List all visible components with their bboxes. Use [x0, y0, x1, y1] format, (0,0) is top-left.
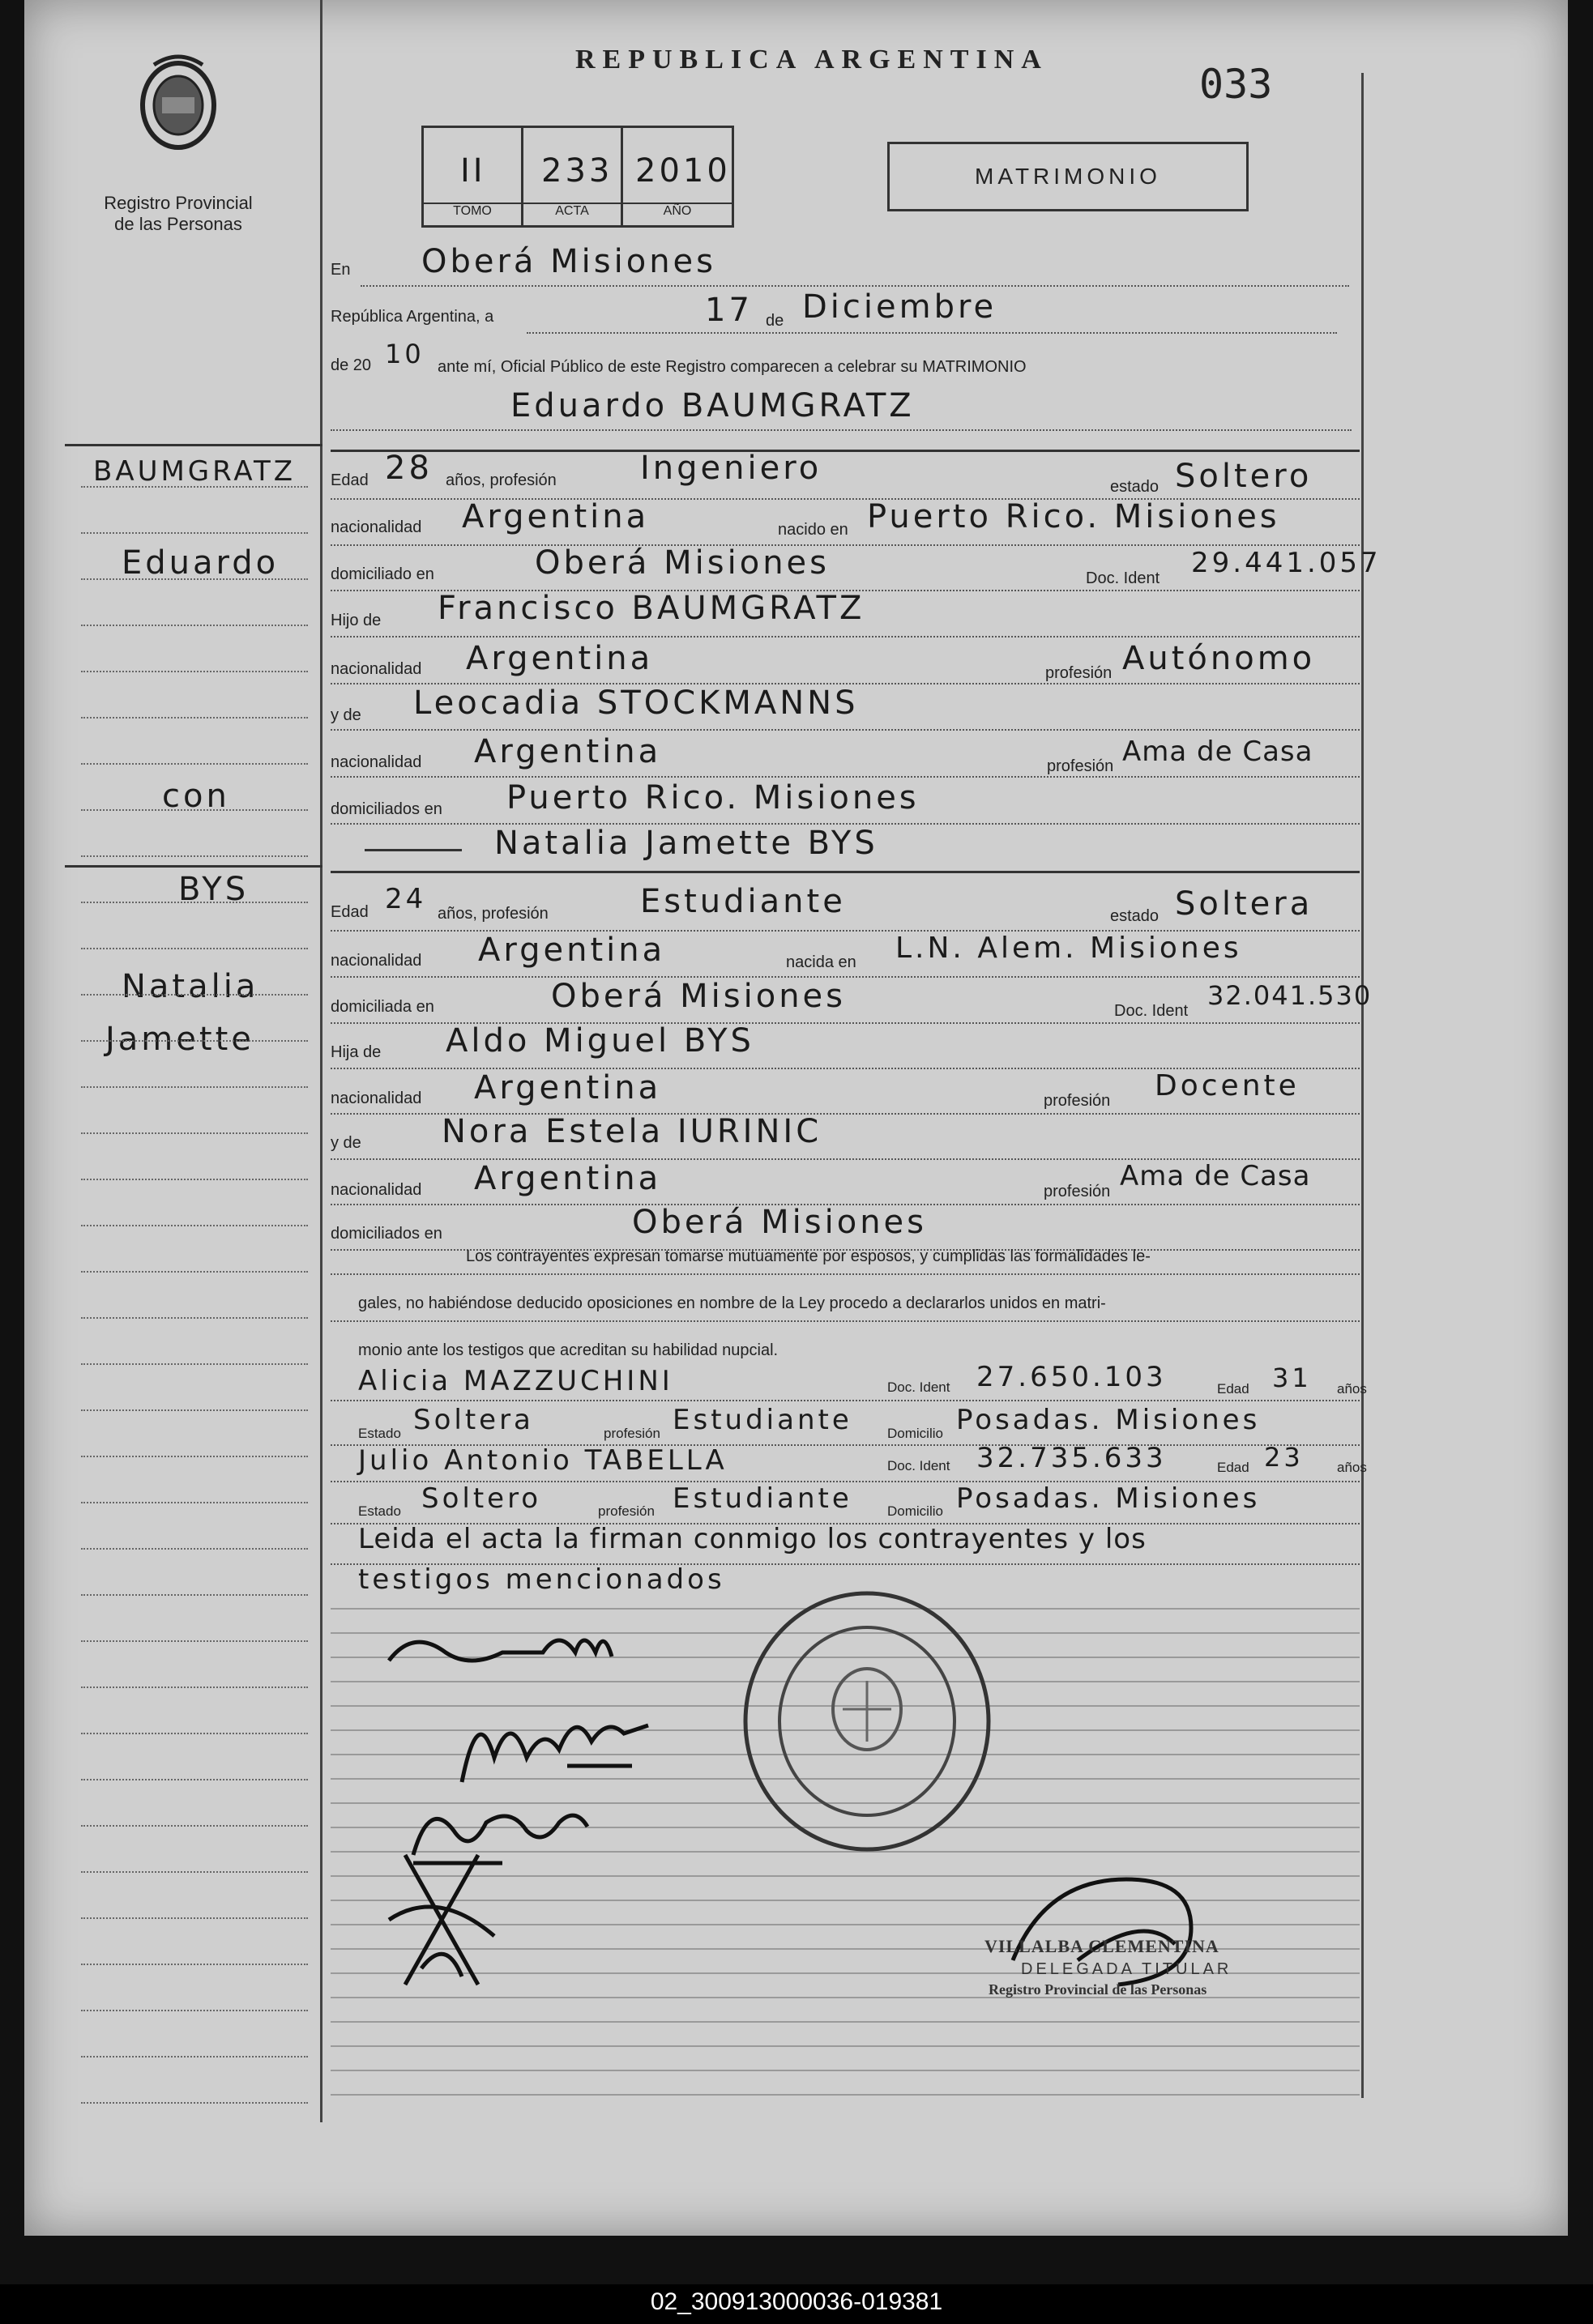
bride-mother-nat-label: nacionalidad: [331, 1181, 422, 1199]
record-type: MATRIMONIO: [975, 164, 1161, 189]
bride-father-prof-label: profesión: [1044, 1092, 1111, 1110]
lower-rule-line: [331, 2021, 1360, 2023]
margin-bride-given2: Jamette: [105, 1021, 254, 1058]
margin-rule-line: [81, 1317, 308, 1319]
groom-birth-label: nacido en: [778, 521, 848, 539]
margin-rule-line: [81, 1686, 308, 1688]
groom-estado-label: estado: [1110, 478, 1160, 496]
witness1-profession: Estudiante: [673, 1404, 852, 1436]
bride-father-nationality: Argentina: [474, 1069, 662, 1107]
bride-dom-label: domiciliada en: [331, 998, 434, 1016]
margin-rule-line: [81, 994, 308, 996]
official-registry-stamp: Registro Provincial de las Personas: [989, 1981, 1207, 1998]
margin-rule-line: [81, 1271, 308, 1273]
groom-mother-profession: Ama de Casa: [1122, 736, 1313, 768]
bride-hija-label: Hija de: [331, 1043, 382, 1061]
margin-rule-line: [81, 1409, 308, 1411]
margin-bride-given1: Natalia: [122, 968, 259, 1005]
groom-dom-label: domiciliado en: [331, 565, 434, 583]
margin-divider: [320, 0, 322, 2122]
margin-rule-line: [81, 902, 308, 903]
margin-rule-line: [81, 671, 308, 672]
closing-line1: Leida el acta la firman conmigo los contrayentes y los: [358, 1523, 1147, 1555]
groom-hijo-label: Hijo de: [331, 612, 382, 629]
tomo-value: II: [460, 152, 486, 190]
acta-value: 233: [541, 152, 613, 190]
margin-rule-line: [81, 1640, 308, 1642]
bride-mother-prof-label: profesión: [1044, 1183, 1111, 1200]
groom-parents-dom-label: domiciliados en: [331, 800, 442, 818]
bride-mother: Nora Estela IURINIC: [442, 1113, 822, 1150]
ano-label: AÑO: [623, 203, 732, 219]
margin-rule-line: [81, 2056, 308, 2057]
bride-mother-profession: Ama de Casa: [1120, 1160, 1311, 1192]
witness1-estado-label: Estado: [358, 1426, 401, 1441]
bride-edad-label: Edad: [331, 903, 369, 921]
bride-father-profession: Docente: [1155, 1069, 1300, 1102]
record-reference-table: [421, 126, 734, 228]
bride-father: Aldo Miguel BYS: [446, 1022, 754, 1060]
ano-cell: [623, 128, 732, 225]
witness2-edad-label: Edad: [1217, 1460, 1249, 1475]
margin-rule-line: [81, 763, 308, 765]
groom-birthplace: Puerto Rico. Misiones: [867, 498, 1280, 535]
groom-mother-nationality: Argentina: [474, 733, 662, 770]
witness2-dom-label: Domicilio: [887, 1503, 943, 1519]
bride-nationality: Argentina: [478, 932, 666, 969]
declaration-line1: Los contrayentes expresan tomarse mutuamente por esposos, y cumplidas las formalidades le-: [466, 1247, 1151, 1265]
lower-rule-line: [331, 2045, 1360, 2047]
margin-rule-line: [81, 532, 308, 534]
margin-rule-line: [81, 1179, 308, 1180]
margin-rule-line: [81, 1733, 308, 1734]
ano-value: 2010: [635, 152, 731, 190]
margin-rule-line: [81, 1594, 308, 1596]
officiant-text: ante mí, Oficial Público de este Registro comparecen a celebrar su MATRIMONIO: [438, 358, 1027, 376]
declaration-line3: monio ante los testigos que acreditan su habilidad nupcial.: [358, 1341, 779, 1359]
country-title: REPUBLICA ARGENTINA: [575, 45, 1048, 75]
margin-rule-line: [81, 1917, 308, 1919]
bride-mother-nationality: Argentina: [474, 1160, 662, 1197]
groom-father-nat-label: nacionalidad: [331, 660, 422, 678]
de-label: de: [766, 312, 784, 330]
groom-parents-domicile: Puerto Rico. Misiones: [506, 779, 920, 817]
witness1-edad-label: Edad: [1217, 1381, 1249, 1397]
closing-line2: testigos mencionados: [358, 1563, 725, 1596]
margin-rule-line: [81, 855, 308, 857]
groom-mother: Leocadia STOCKMANNS: [413, 684, 859, 722]
right-border: [1361, 73, 1364, 2098]
groom-anos-prof-label: años, profesión: [446, 471, 557, 489]
witness2-profession: Estudiante: [673, 1482, 852, 1515]
witness1-anos-label: años: [1337, 1381, 1367, 1397]
groom-mother-prof-label: profesión: [1047, 757, 1114, 775]
groom-civil-status: Soltero: [1175, 458, 1313, 495]
margin-rule-line: [81, 809, 308, 811]
margin-rule-line: [81, 1502, 308, 1503]
margin-rule-line: [81, 717, 308, 719]
margin-rule-line: [81, 1225, 308, 1226]
page-number: 033: [1199, 61, 1273, 108]
bride-domicile: Oberá Misiones: [551, 978, 847, 1015]
year-suffix: 10: [385, 339, 425, 369]
groom-age: 28: [385, 450, 433, 487]
groom-father-profession: Autónomo: [1122, 640, 1316, 677]
bride-doc-label: Doc. Ident: [1114, 1002, 1189, 1020]
bride-parents-domicile: Oberá Misiones: [632, 1204, 928, 1241]
witness1-doc-label: Doc. Ident: [887, 1379, 950, 1395]
rep-label: República Argentina, a: [331, 308, 494, 326]
margin-rule-line: [81, 1040, 308, 1042]
margin-rule-line: [81, 1548, 308, 1550]
groom-nationality: Argentina: [462, 498, 650, 535]
declaration-line2: gales, no habiéndose deducido oposiciones en nombre de la Ley procedo a declararlos unidos en matri-: [358, 1294, 1106, 1312]
bride-nac-label: nacionalidad: [331, 952, 422, 970]
bride-profession: Estudiante: [640, 883, 846, 920]
witness2-doc: 32.735.633: [976, 1442, 1167, 1474]
groom-edad-label: Edad: [331, 471, 369, 489]
margin-rule-line: [81, 1132, 308, 1134]
witness1-prof-label: profesión: [604, 1426, 660, 1441]
groom-father-prof-label: profesión: [1045, 664, 1113, 682]
margin-groom-given: Eduardo: [122, 544, 280, 582]
official-title-stamp: DELEGADA TITULAR: [1021, 1960, 1232, 1978]
provincial-crest-logo: [134, 49, 223, 158]
acta-label: ACTA: [523, 203, 621, 219]
margin-rule-line: [81, 1779, 308, 1780]
margin-groom-surname: BAUMGRATZ: [93, 455, 297, 488]
registry-name: [73, 193, 284, 235]
groom-mother-nat-label: nacionalidad: [331, 753, 422, 771]
margin-rule-line: [81, 1825, 308, 1827]
bride-estado-label: estado: [1110, 907, 1160, 925]
official-round-seal: [737, 1588, 997, 1859]
margin-rule-line: [81, 486, 308, 488]
groom-nac-label: nacionalidad: [331, 518, 422, 536]
official-name-stamp: VILLALBA CLEMENTINA: [984, 1936, 1219, 1956]
tomo-label: TOMO: [424, 203, 521, 219]
bride-parents-dom-label: domiciliados en: [331, 1225, 442, 1243]
witness1-name: Alicia MAZZUCHINI: [358, 1365, 673, 1397]
margin-rule-line: [81, 1363, 308, 1365]
margin-rule-line: [81, 948, 308, 949]
margin-rule-line: [81, 2102, 308, 2104]
groom-profession: Ingeniero: [640, 450, 822, 487]
signature-1: [381, 1620, 624, 1689]
bride-anos-prof-label: años, profesión: [438, 905, 549, 923]
margin-rule-line: [81, 1964, 308, 1965]
groom-father-nationality: Argentina: [466, 640, 654, 677]
groom-doc-label: Doc. Ident: [1086, 569, 1160, 587]
witness2-age: 23: [1264, 1442, 1304, 1473]
tomo-cell: [424, 128, 523, 225]
groom-yde-label: y de: [331, 706, 361, 724]
acta-cell: [523, 128, 623, 225]
groom-father: Francisco BAUMGRATZ: [438, 590, 865, 627]
witness2-estado-label: Estado: [358, 1503, 401, 1519]
bride-doc: 32.041.530: [1207, 980, 1373, 1011]
witness2-anos-label: años: [1337, 1460, 1367, 1475]
margin-bride-surname: BYS: [178, 871, 250, 908]
witness1-domicile: Posadas. Misiones: [956, 1404, 1261, 1436]
margin-rule-line: [81, 625, 308, 626]
bride-age: 24: [385, 883, 427, 915]
witness1-dom-label: Domicilio: [887, 1426, 943, 1441]
witness2-status: Soltero: [421, 1482, 542, 1515]
witness1-doc: 27.650.103: [976, 1361, 1167, 1393]
margin-rule-line: [81, 1086, 308, 1088]
lower-rule-line: [331, 2070, 1360, 2071]
groom-doc: 29.441.057: [1191, 547, 1382, 579]
day-value: 17: [705, 292, 753, 329]
witness2-domicile: Posadas. Misiones: [956, 1482, 1261, 1515]
witness2-prof-label: profesión: [598, 1503, 655, 1519]
margin-connector: con: [162, 778, 230, 815]
margin-rule-line: [81, 1456, 308, 1457]
en-label: En: [331, 261, 351, 279]
groom-full-name: Eduardo BAUMGRATZ: [510, 387, 915, 424]
register-page: [24, 0, 1568, 2236]
year-prefix: de 20: [331, 356, 372, 374]
registry-name-line2: de las Personas: [114, 214, 242, 234]
bride-yde-label: y de: [331, 1134, 361, 1152]
groom-domicile: Oberá Misiones: [535, 544, 831, 582]
bride-birthplace: L.N. Alem. Misiones: [895, 932, 1242, 965]
registry-name-line1: Registro Provincial: [104, 193, 253, 213]
margin-rule-line: [81, 578, 308, 580]
witness2-name: Julio Antonio TABELLA: [358, 1444, 728, 1477]
place-value: Oberá Misiones: [421, 243, 717, 280]
signature-4: [373, 1839, 519, 2005]
margin-rule-line: [81, 1871, 308, 1873]
witness1-age: 31: [1272, 1362, 1312, 1393]
record-type-box: [887, 142, 1249, 211]
witness2-doc-label: Doc. Ident: [887, 1458, 950, 1473]
image-id-caption: 02_300913000036-019381: [650, 2288, 943, 2315]
bride-birth-label: nacida en: [786, 953, 856, 971]
bride-civil-status: Soltera: [1175, 885, 1313, 923]
bride-full-name: Natalia Jamette BYS: [494, 825, 878, 862]
month-value: Diciembre: [802, 288, 997, 326]
margin-rule-line: [81, 2010, 308, 2011]
bride-father-nat-label: nacionalidad: [331, 1090, 422, 1107]
lower-rule-line: [331, 2094, 1360, 2096]
witness1-status: Soltera: [413, 1404, 534, 1436]
